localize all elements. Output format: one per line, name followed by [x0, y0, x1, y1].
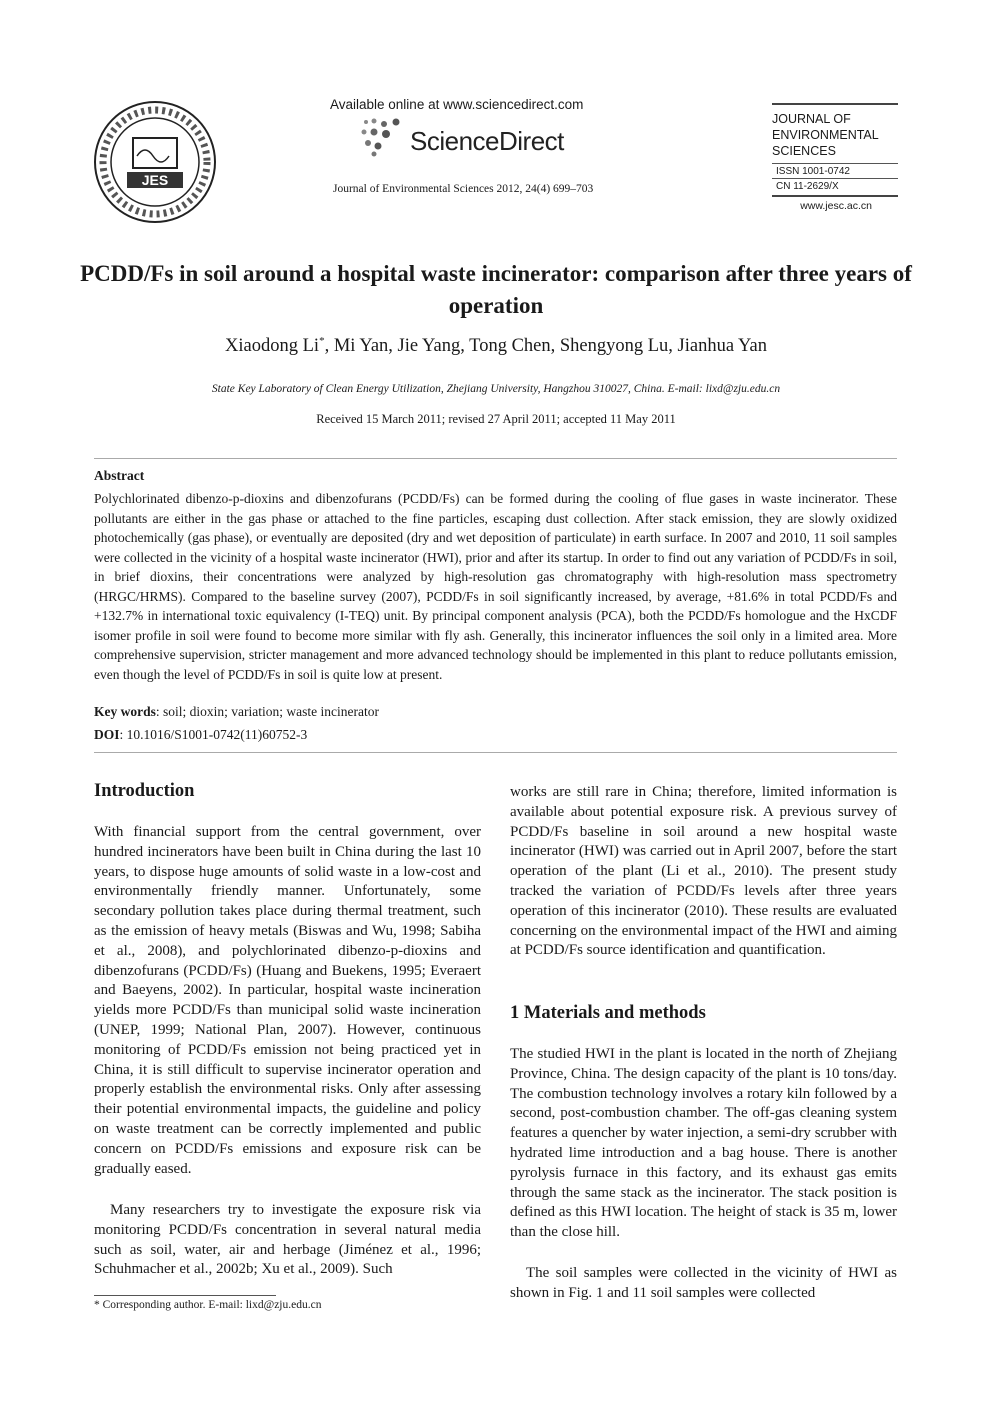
abstract-text: Polychlorinated dibenzo-p-dioxins and dibenzofurans (PCDD/Fs) can be formed during the cooling of flue gases in waste incinerator. These pollutants are either in the gas phase or attached to the fine particles, escaping dust collection. After stack emission, they are slowly oxidized photochemically (gas phase), or eventually are deposited (dry and wet deposition of particulate) in earth surface. In 2007 and 2010, 11 soil samples were collected in the vicinity of a hospital waste incinerator (HWI), prior and after its startup. In order to find out any variation of PCDD/Fs in soil, in brief dioxins, their concentrations were analyzed by high-resolution gas chromatography with high-resolution mass spectrometry (HRGC/HRMS). Compared to the baseline survey (2007), PCDD/Fs in soil significantly increased, by average, +81.6% in total PCDD/Fs and +132.7% in international toxic equivalency (I-TEQ) unit. By principal component analysis (PCA), both the PCDD/Fs homologue and the HxCDF isomer profile in soil were found to become more similar with fly ash. Generally, this incinerator influences the soil only in a limited area. More comprehensive supervision, stricter management and more advanced technology should be implemented in this plant to reduce pollutants emission, even though the level of PCDD/Fs in soil is quite low at present.	[94, 491, 897, 682]
seal-label: JES	[141, 172, 169, 188]
journal-url[interactable]: www.jesc.ac.cn	[800, 200, 872, 212]
abstract-heading: Abstract	[94, 468, 145, 483]
methods-paragraph-1: The studied HWI in the plant is located in the north of Zhejiang Province, China. The design capacity of the plant is 10 tons/day. The combustion technology involves a rotary kiln followed by a second, post-combustion chamber. The off-gas cleaning system features a quencher by water injection, a semi-dry scrubber with hydrated lime introduction and a bag house. There is another pyrolysis furnace in this factory, and its exhaust gas emits through the same stack as the incinerator. The stack position is defined as this HWI location. The height of stack is 35 m, lower than the close hill.	[510, 1046, 897, 1241]
doi-value[interactable]: : 10.1016/S1001-0742(11)60752-3	[119, 727, 308, 742]
journal-name-line2: ENVIRONMENTAL	[772, 128, 879, 142]
issn: ISSN 1001-0742	[772, 163, 898, 178]
journal-name-line1: JOURNAL OF	[772, 112, 851, 126]
affiliation: State Key Laboratory of Clean Energy Utilization, Zhejiang University, Hangzhou 310027, China. E-mail: lixd@zju.edu.cn	[211, 383, 781, 395]
journal-citation: Journal of Environmental Sciences 2012, 24(4) 699–703	[333, 183, 594, 195]
intro-paragraph-1: With financial support from the central government, over hundred incinerators have been built in China during the last 10 years, to dispose huge amounts of solid waste in a low-cost and environmentally friendly manner. Unfortunately, some secondary pollution takes place during thermal treatment, such as the emission of heavy metals (Biswas and Wu, 1998; Sabiha et al., 2008), and polychlorinated dibenzo-p-dioxins and dibenzofurans (PCDD/Fs) (Huang and Buekens, 1995; Everaert and Baeyens, 2002). In particular, hospital waste incineration yields more PCDD/Fs than municipal solid waste incineration (UNEP, 1999; National Plan, 2007). However, continuous monitoring of PCDD/Fs emission not being practiced yet in China, it is still difficult to supervise incinerator operation and properly establish the environmental risks. Only after assessing their potential environmental impacts, the guideline and policy on waste treatment can be correctly implemented and public concern on PCDD/Fs emissions and exposure risk can be gradually eased.	[94, 824, 481, 1177]
article-title: PCDD/Fs in soil around a hospital waste incinerator: comparison after three years of operation	[80, 261, 912, 318]
journal-seal-icon	[93, 100, 217, 224]
journal-name-line3: SCIENCES	[772, 144, 836, 158]
intro-paragraph-2: Many researchers try to investigate the exposure risk via monitoring PCDD/Fs concentration in several natural media such as soil, water, air and herbage (Jiménez et al., 1996; Schuhmacher et al., 2002b; Xu et al., 2009). Such	[94, 1202, 481, 1278]
corresponding-author: Xiaodong Li	[225, 336, 320, 356]
keywords-label: Key words	[94, 704, 156, 719]
available-online-text: Available online at www.sciencedirect.com	[330, 97, 584, 112]
other-authors: , Mi Yan, Jie Yang, Tong Chen, Shengyong Lu, Jianhua Yan	[324, 336, 767, 356]
article-dates: Received 15 March 2011; revised 27 April 2011; accepted 11 May 2011	[316, 412, 676, 426]
methods-paragraph-2: The soil samples were collected in the vicinity of HWI as shown in Fig. 1 and 11 soil samples were collected	[510, 1265, 897, 1301]
doi	[94, 727, 307, 743]
cn-number: CN 11-2629/X	[772, 178, 898, 193]
footnote-rule	[94, 1295, 276, 1296]
footnote: * Corresponding author. E-mail: lixd@zju.edu.cn	[94, 1299, 322, 1311]
journal-info-box	[772, 103, 898, 212]
section-heading-methods: 1 Materials and methods	[510, 1003, 706, 1023]
intro-paragraph-3: works are still rare in China; therefore, limited information is available about potential exposure risk. A previous survey of PCDD/Fs baseline in soil around a new hospital waste incinerator (HWI) was carried out in April 2007, before the start operation of the plant (Li et al., 2010). The present study tracked the variation of PCDD/Fs levels after three years operation of this incinerator (2010). These results are evaluated concerning on the environmental impact of the HWI and aiming at PCDD/Fs source identification and quantification.	[510, 784, 897, 959]
divider	[94, 458, 897, 459]
sciencedirect-wordmark: ScienceDirect	[410, 126, 564, 156]
keywords	[94, 704, 379, 720]
author-list	[60, 335, 932, 357]
doi-label: DOI	[94, 727, 120, 742]
corresponding-mark: *	[319, 335, 325, 347]
keywords-list: : soil; dioxin; variation; waste incinerator	[155, 704, 379, 719]
divider	[94, 752, 897, 753]
section-heading-introduction: Introduction	[94, 781, 195, 801]
